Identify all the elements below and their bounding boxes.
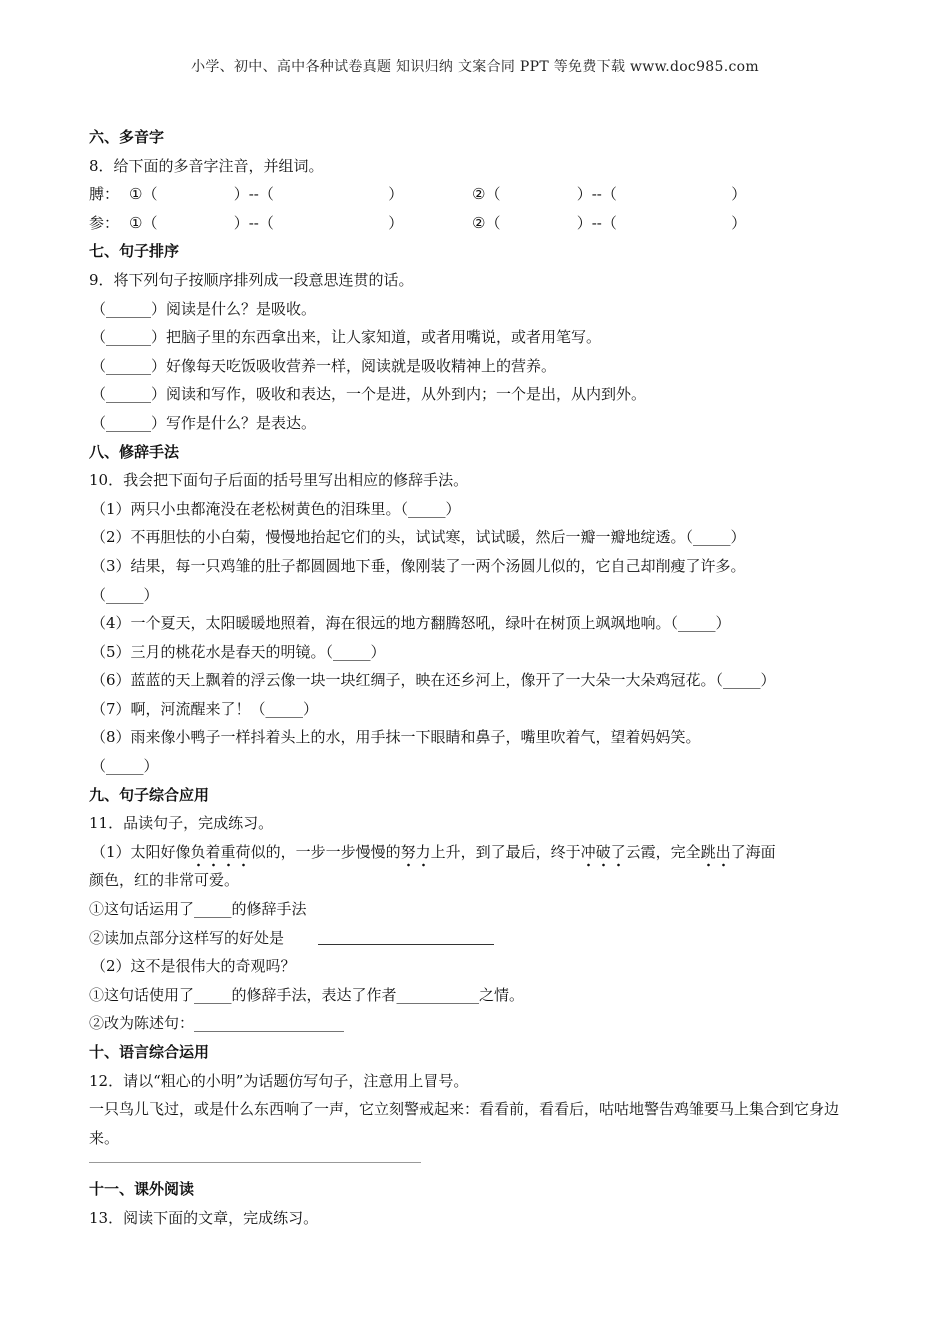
answer-blank-1[interactable]: ①（ ）--（ ）	[129, 185, 404, 204]
answer-blank-1[interactable]: ①（ ）--（ ）	[129, 213, 404, 232]
rhetoric-item[interactable]: （1）两只小虫都淹没在老松树黄色的泪珠里。（_____）	[91, 499, 461, 518]
passage-text: 上升，到了最后，终于	[430, 842, 581, 861]
model-sentence: 一只鸟儿飞过，或是什么东西响了一声，它立刻警戒起来：看看前，看看后，咕咕地警告鸡雏要马上集合到它身边来。	[89, 1100, 840, 1147]
sentence-item[interactable]: （______）阅读是什么？是吸收。	[91, 299, 317, 318]
rhetoric-item: （8）雨来像小鸭子一样抖着头上的水，用手抹一下眼睛和鼻子，嘴里吹着气，望着妈妈笑。	[91, 728, 701, 747]
rhetoric-item[interactable]: （_____）	[91, 757, 159, 776]
passage-text: 似的，一步一步慢慢的	[250, 842, 401, 861]
dotted-emphasis: 跳出	[701, 843, 731, 868]
answer-line[interactable]	[318, 928, 494, 945]
section-10-title: 十、语言综合运用	[89, 1043, 210, 1061]
sub-question-4[interactable]: ②改为陈述句：____________________	[89, 1014, 345, 1033]
dotted-emphasis: 负着重荷	[191, 843, 251, 868]
rhetoric-item[interactable]: （4）一个夏天，太阳暖暖地照着，海在很远的地方翻腾怒吼，绿叶在树顶上飒飒地响。（_____）	[91, 614, 731, 633]
dotted-emphasis: 冲破了	[581, 843, 626, 868]
question-12: 12．请以“粗心的小明”为话题仿写句子，注意用上冒号。	[89, 1071, 469, 1090]
passage-sentence-2: （2）这不是很伟大的奇观吗？	[91, 957, 296, 976]
document-body	[89, 123, 869, 1233]
passage-sentence-1	[89, 838, 869, 867]
section-9-title: 九、句子综合应用	[89, 785, 210, 804]
passage-sentence-1-cont: 颜色，红的非常可爱。	[89, 871, 240, 890]
answer-line[interactable]	[89, 1162, 421, 1175]
polyphone-row	[89, 180, 869, 209]
rhetoric-item[interactable]: （5）三月的桃花水是春天的明镜。（_____）	[91, 642, 386, 661]
passage-text: 云霞，完全	[625, 842, 701, 861]
rhetoric-item[interactable]: （2）不再胆怯的小白菊，慢慢地抬起它们的头，试试寒，试试暖，然后一瓣一瓣地绽透。（_____）	[91, 528, 746, 547]
sub-question-2	[89, 924, 869, 953]
question-10: 10．我会把下面句子后面的括号里写出相应的修辞手法。	[89, 471, 469, 490]
question-11: 11．品读句子，完成练习。	[89, 814, 274, 833]
dotted-emphasis: 努力	[401, 843, 431, 868]
section-8-title: 八、修辞手法	[89, 442, 180, 461]
sentence-item[interactable]: （______）好像每天吃饭吸收营养一样，阅读就是吸收精神上的营养。	[91, 356, 557, 375]
question-13: 13．阅读下面的文章，完成练习。	[89, 1208, 319, 1227]
question-9: 9．将下列句子按顺序排列成一段意思连贯的话。	[89, 270, 414, 289]
section-11-title: 十一、课外阅读	[89, 1180, 195, 1199]
polyphone-row	[89, 209, 869, 238]
polyphone-char: 参：	[89, 213, 120, 232]
answer-blank-2[interactable]: ②（ ）--（ ）	[472, 213, 747, 232]
passage-text: 了海面	[730, 842, 776, 861]
question-8: 8．给下面的多音字注音，并组词。	[89, 156, 324, 175]
sentence-item[interactable]: （______）阅读和写作，吸收和表达，一个是进，从外到内；一个是出，从内到外。	[91, 385, 647, 404]
sub-question-3[interactable]: ①这句话使用了_____的修辞手法，表达了作者___________之情。	[89, 985, 525, 1004]
answer-blank-2[interactable]: ②（ ）--（ ）	[472, 185, 747, 204]
rhetoric-item[interactable]: （6）蓝蓝的天上飘着的浮云像一块一块红绸子，映在还乡河上，像开了一大朵一大朵鸡冠花。（_____）	[91, 671, 776, 690]
sub-question-2-text: ②读加点部分这样写的好处是	[89, 928, 285, 947]
rhetoric-item[interactable]: （7）啊，河流醒来了！（_____）	[91, 699, 319, 718]
passage-text: （1）太阳好像	[91, 842, 191, 861]
section-7-title: 七、句子排序	[89, 242, 180, 261]
sentence-item[interactable]: （______）把脑子里的东西拿出来，让人家知道，或者用嘴说，或者用笔写。	[91, 328, 602, 347]
sub-question-1[interactable]: ①这句话运用了_____的修辞手法	[89, 900, 307, 919]
rhetoric-item[interactable]: （_____）	[91, 585, 159, 604]
polyphone-char: 膊：	[89, 185, 120, 204]
rhetoric-item: （3）结果，每一只鸡雏的肚子都圆圆地下垂，像刚装了一两个汤圆儿似的，它自己却削瘦了许多。	[91, 556, 746, 575]
page-header: 小学、初中、高中各种试卷真题 知识归纳 文案合同 PPT 等免费下载 www.doc985.com	[191, 59, 759, 75]
sentence-item[interactable]: （______）写作是什么？是表达。	[91, 413, 317, 432]
section-6-title: 六、多音字	[89, 128, 165, 146]
